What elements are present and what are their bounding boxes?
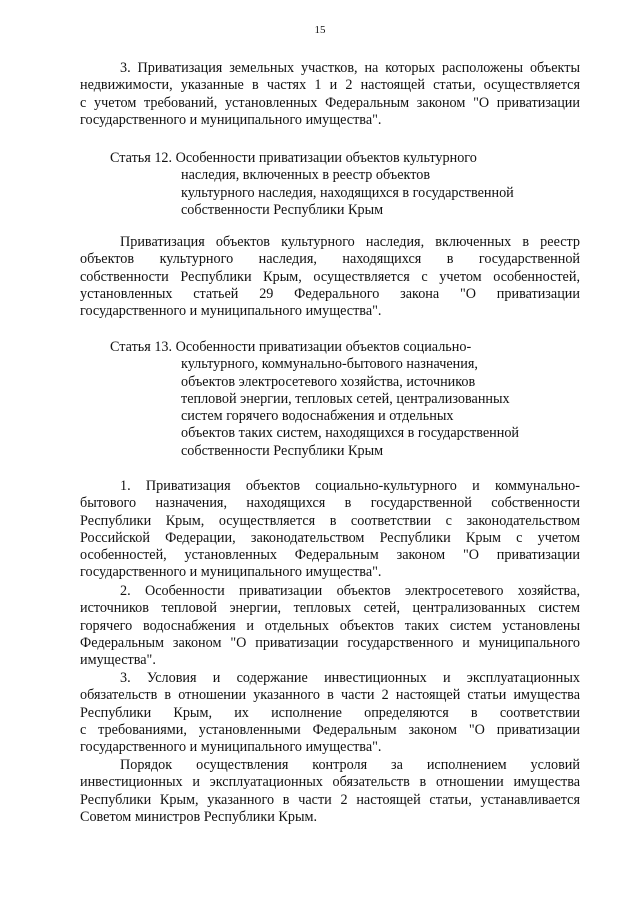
article-13-part-3 <box>80 670 580 756</box>
text-line: Приватизация объектов культурного наследия, включенных в реестр <box>120 234 580 250</box>
heading-line: систем горячего водоснабжения и отдельных <box>181 408 454 425</box>
text-line: имущества". <box>80 652 156 669</box>
article-12-body <box>80 234 580 320</box>
text-line: объектов культурного наследия, находящихся в государственной <box>80 251 580 268</box>
heading-line: Статья 13. Особенности приватизации объектов социально- <box>110 339 472 355</box>
article-13-part-2 <box>80 583 580 669</box>
text-line: с требованиями, установленными Федеральным законом "О приватизации <box>80 721 580 738</box>
heading-line: культурного наследия, находящихся в государственной <box>181 184 514 201</box>
text-line: Порядок осуществления контроля за исполнением условий <box>120 757 580 773</box>
text-line: 3. Приватизация земельных участков, на которых расположены объекты <box>120 60 580 76</box>
text-line: 2. Особенности приватизации объектов электросетевого хозяйства, <box>120 583 580 599</box>
text-line: горячего водоснабжения и отдельных объектов таких систем установлены <box>80 617 580 634</box>
text-line: установленных статьей 29 Федерального закона "О приватизации <box>80 285 580 302</box>
text-line: собственности Республики Крым, осуществляется с учетом особенностей, <box>80 268 580 285</box>
text-line: обязательств в отношении указанного в части 2 настоящей статьи имущества <box>80 687 580 704</box>
article-13-control-procedure <box>80 757 580 826</box>
text-line: 1. Приватизация объектов социально-культурного и коммунально- <box>120 478 580 494</box>
page-number: 15 <box>314 24 326 36</box>
text-line: государственного и муниципального имущества". <box>80 111 382 128</box>
article-13-heading <box>110 339 519 460</box>
text-line: 3. Условия и содержание инвестиционных и эксплуатационных <box>120 670 580 686</box>
heading-line: тепловой энергии, тепловых сетей, централизованных <box>181 390 510 407</box>
heading-line: объектов электросетевого хозяйства, источников <box>181 373 476 390</box>
article-12-heading <box>110 150 514 219</box>
text-line: Республики Крым, их исполнение определяются в соответствии <box>80 704 580 721</box>
text-line: Советом министров Республики Крым. <box>80 808 318 825</box>
heading-line: культурного, коммунально-бытового назначения, <box>181 356 478 373</box>
text-line: государственного и муниципального имущества". <box>80 303 382 320</box>
text-line: Федеральным законом "О приватизации государственного и муниципального <box>80 634 580 651</box>
text-line: Республики Крым, указанного в части 2 настоящей статьи, устанавливается <box>80 791 580 808</box>
text-line: государственного и муниципального имущества". <box>80 739 382 756</box>
text-line: государственного и муниципального имущества". <box>80 564 382 581</box>
text-line: недвижимости, указанные в частях 1 и 2 настоящей статьи, осуществляется <box>80 77 580 94</box>
text-line: с учетом требований, установленных Федеральным законом "О приватизации <box>80 94 580 111</box>
text-line: источников тепловой энергии, тепловых сетей, централизованных систем <box>80 600 580 617</box>
heading-line: наследия, включенных в реестр объектов <box>181 167 431 184</box>
text-line: инвестиционных и эксплуатационных обязательств в отношении имущества <box>80 774 580 791</box>
article-13-part-1 <box>80 478 580 582</box>
heading-line: собственности Республики Крым <box>181 442 384 459</box>
text-line: Российской Федерации, законодательством Республики Крым с учетом <box>80 529 580 546</box>
heading-line: Статья 12. Особенности приватизации объектов культурного <box>110 150 477 166</box>
text-line: особенностей, установленных Федеральным законом "О приватизации <box>80 547 580 564</box>
text-line: бытового назначения, находящихся в государственной собственности <box>80 495 580 512</box>
heading-line: объектов таких систем, находящихся в государственной <box>181 425 520 442</box>
text-line: Республики Крым, осуществляется в соответствии с законодательством <box>80 512 580 529</box>
heading-line: собственности Республики Крым <box>181 201 384 218</box>
paragraph-land-plots <box>80 60 580 129</box>
